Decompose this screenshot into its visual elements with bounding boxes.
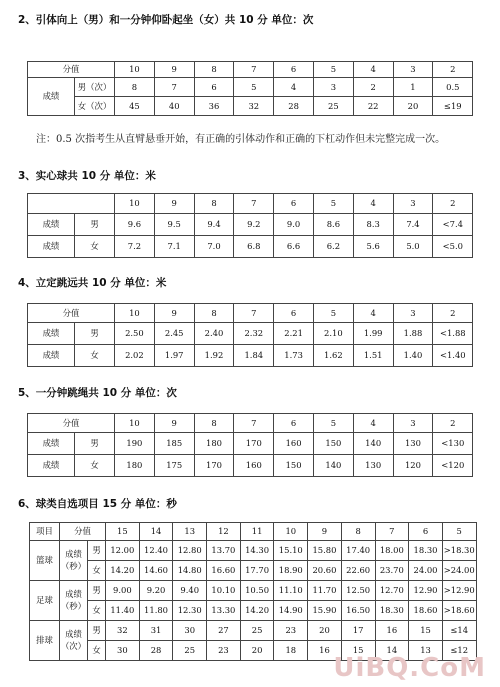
value-cell: 15.80 — [308, 541, 342, 561]
value-cell: 18.90 — [274, 561, 308, 581]
score-cell: 2 — [433, 304, 473, 323]
score-cell: 2 — [433, 414, 473, 433]
value-cell: 22.60 — [341, 561, 375, 581]
value-cell: 36 — [194, 97, 234, 116]
value-cell: 130 — [393, 433, 433, 455]
value-cell: 23 — [274, 621, 308, 641]
value-cell: <1.88 — [433, 323, 473, 345]
value-cell: 1.99 — [353, 323, 393, 345]
gender-label: 女 — [75, 345, 115, 367]
pullup-table — [27, 61, 473, 116]
value-cell: 1.92 — [194, 345, 234, 367]
value-cell: 32 — [234, 97, 274, 116]
table-row — [30, 541, 477, 561]
score-cell: 4 — [353, 62, 393, 78]
value-cell: 9.5 — [154, 214, 194, 236]
value-cell: 16 — [375, 621, 409, 641]
value-cell: ≤14 — [442, 621, 476, 641]
result-label: 成绩 — [28, 345, 75, 367]
table-row — [28, 433, 473, 455]
value-cell: 14.80 — [173, 561, 207, 581]
section-sports-title: 6、球类自选项目 15 分 单位：秒 — [18, 498, 177, 510]
score-cell: 3 — [393, 304, 433, 323]
score-label: 分值 — [28, 304, 115, 323]
value-cell: 40 — [154, 97, 194, 116]
value-cell: 14.20 — [240, 601, 274, 621]
value-cell: 2.10 — [313, 323, 353, 345]
section-rope-title: 5、一分钟跳绳共 10 分 单位：次 — [18, 387, 177, 399]
gender-label: 女 — [75, 236, 115, 258]
value-cell: 1.73 — [274, 345, 314, 367]
value-cell: 1.51 — [353, 345, 393, 367]
value-cell: 9.4 — [194, 214, 234, 236]
value-cell: 14.20 — [106, 561, 140, 581]
score-cell: 3 — [393, 194, 433, 214]
score-cell: 9 — [154, 194, 194, 214]
value-cell: >24.00 — [442, 561, 476, 581]
value-cell: 7.1 — [154, 236, 194, 258]
value-cell: 9.20 — [139, 581, 173, 601]
gender-label: 男 — [88, 581, 106, 601]
score-cell: 6 — [274, 414, 314, 433]
score-cell: 2 — [433, 194, 473, 214]
watermark-logo: UiBQ.CoM — [333, 653, 486, 683]
value-cell: 14.30 — [240, 541, 274, 561]
score-cell: 3 — [393, 414, 433, 433]
value-cell: 18.60 — [409, 601, 443, 621]
value-cell: 23.70 — [375, 561, 409, 581]
rope-table — [27, 413, 473, 477]
sport-name-basketball: 篮球 — [30, 541, 60, 581]
value-cell: 9.2 — [234, 214, 274, 236]
value-cell: 7.0 — [194, 236, 234, 258]
result-label: 成绩 — [28, 323, 75, 345]
value-cell: 16 — [308, 641, 342, 661]
score-cell: 6 — [274, 194, 314, 214]
value-cell: >18.60 — [442, 601, 476, 621]
value-cell: 17 — [341, 621, 375, 641]
score-label-empty — [28, 194, 115, 214]
value-cell: 180 — [194, 433, 234, 455]
score-cell: 6 — [409, 523, 443, 541]
result-label: 成绩 — [28, 78, 75, 116]
value-cell: 15 — [409, 621, 443, 641]
value-cell: 24.00 — [409, 561, 443, 581]
value-cell: <130 — [433, 433, 473, 455]
value-cell: 25 — [313, 97, 353, 116]
table-row — [28, 345, 473, 367]
value-cell: 9.0 — [274, 214, 314, 236]
value-cell: 15.90 — [308, 601, 342, 621]
value-cell: 5.0 — [393, 236, 433, 258]
value-cell: 18 — [274, 641, 308, 661]
gender-label: 男 — [75, 214, 115, 236]
value-cell: 170 — [194, 455, 234, 477]
jump-table — [27, 303, 473, 367]
value-cell: 2.21 — [274, 323, 314, 345]
sports-table — [29, 522, 477, 661]
value-cell: 18.00 — [375, 541, 409, 561]
value-cell: 2.32 — [234, 323, 274, 345]
value-cell: 12.50 — [341, 581, 375, 601]
value-cell: 2 — [353, 78, 393, 97]
value-cell: 45 — [115, 97, 155, 116]
value-cell: 11.80 — [139, 601, 173, 621]
table-row — [28, 97, 473, 116]
value-cell: 1.62 — [313, 345, 353, 367]
value-cell: 140 — [313, 455, 353, 477]
result-label: 成绩（次） — [60, 621, 88, 661]
gender-label: 男 — [88, 541, 106, 561]
sport-name-football: 足球 — [30, 581, 60, 621]
score-cell: 13 — [173, 523, 207, 541]
score-cell: 7 — [234, 62, 274, 78]
value-cell: 11.10 — [274, 581, 308, 601]
value-cell: 2.40 — [194, 323, 234, 345]
value-cell: 31 — [139, 621, 173, 641]
value-cell: 2.50 — [115, 323, 155, 345]
table-row — [28, 214, 473, 236]
score-cell: 5 — [313, 194, 353, 214]
gender-label: 女 — [88, 561, 106, 581]
value-cell: 12.00 — [106, 541, 140, 561]
gender-label: 女 — [75, 455, 115, 477]
score-cell: 11 — [240, 523, 274, 541]
gender-label: 男 — [75, 323, 115, 345]
table-row — [28, 323, 473, 345]
value-cell: ≤19 — [433, 97, 473, 116]
value-cell: 130 — [353, 455, 393, 477]
value-cell: 0.5 — [433, 78, 473, 97]
value-cell: 25 — [173, 641, 207, 661]
result-label: 成绩（秒） — [60, 581, 88, 621]
value-cell: 120 — [393, 455, 433, 477]
table-row — [30, 561, 477, 581]
result-label: 成绩 — [28, 236, 75, 258]
score-cell: 4 — [353, 304, 393, 323]
score-cell: 7 — [234, 194, 274, 214]
value-cell: 2.45 — [154, 323, 194, 345]
result-label: 成绩 — [28, 455, 75, 477]
score-cell: 8 — [194, 304, 234, 323]
result-label: 成绩 — [28, 433, 75, 455]
value-cell: 11.70 — [308, 581, 342, 601]
value-cell: 20 — [240, 641, 274, 661]
value-cell: 12.40 — [139, 541, 173, 561]
sport-name-volleyball: 排球 — [30, 621, 60, 661]
value-cell: >18.30 — [442, 541, 476, 561]
value-cell: 160 — [234, 455, 274, 477]
table-row — [30, 621, 477, 641]
value-cell: 18.30 — [409, 541, 443, 561]
score-cell: 10 — [274, 523, 308, 541]
value-cell: 28 — [139, 641, 173, 661]
value-cell: 10.50 — [240, 581, 274, 601]
value-cell: 1 — [393, 78, 433, 97]
score-cell: 7 — [234, 414, 274, 433]
value-cell: 170 — [234, 433, 274, 455]
value-cell: 6.6 — [274, 236, 314, 258]
table-row — [28, 236, 473, 258]
gender-label: 女（次） — [75, 97, 115, 116]
value-cell: 32 — [106, 621, 140, 641]
score-cell: 15 — [106, 523, 140, 541]
value-cell: 5 — [234, 78, 274, 97]
value-cell: 20.60 — [308, 561, 342, 581]
ball-table — [27, 193, 473, 258]
score-cell: 10 — [115, 62, 155, 78]
score-cell: 5 — [442, 523, 476, 541]
value-cell: 7.4 — [393, 214, 433, 236]
result-label: 成绩 — [28, 214, 75, 236]
value-cell: 14.60 — [139, 561, 173, 581]
score-cell: 6 — [274, 62, 314, 78]
value-cell: 25 — [240, 621, 274, 641]
value-cell: 150 — [313, 433, 353, 455]
value-cell: 12.70 — [375, 581, 409, 601]
value-cell: 16.60 — [207, 561, 241, 581]
table-row — [28, 194, 473, 214]
score-cell: 5 — [313, 414, 353, 433]
score-cell: 8 — [194, 194, 234, 214]
value-cell: 10.10 — [207, 581, 241, 601]
value-cell: 140 — [353, 433, 393, 455]
score-cell: 9 — [308, 523, 342, 541]
table-row — [28, 62, 473, 78]
value-cell: 12.90 — [409, 581, 443, 601]
section-ball-title: 3、实心球共 10 分 单位：米 — [18, 170, 156, 182]
value-cell: 9.40 — [173, 581, 207, 601]
score-label: 分值 — [60, 523, 106, 541]
value-cell: 1.97 — [154, 345, 194, 367]
value-cell: 185 — [154, 433, 194, 455]
score-cell: 4 — [353, 194, 393, 214]
score-cell: 14 — [139, 523, 173, 541]
value-cell: 190 — [115, 433, 155, 455]
value-cell: 17.70 — [240, 561, 274, 581]
value-cell: 160 — [274, 433, 314, 455]
value-cell: 20 — [393, 97, 433, 116]
score-cell: 8 — [194, 414, 234, 433]
value-cell: 14 — [375, 641, 409, 661]
value-cell: <7.4 — [433, 214, 473, 236]
value-cell: 6.2 — [313, 236, 353, 258]
score-label: 分值 — [28, 414, 115, 433]
score-cell: 2 — [433, 62, 473, 78]
score-cell: 9 — [154, 304, 194, 323]
pullup-note: 注：0.5 次指考生从直臂悬垂开始，有正确的引体动作和正确的下杠动作但未完整完成一次。 — [36, 134, 446, 145]
value-cell: 17.40 — [341, 541, 375, 561]
value-cell: 8.6 — [313, 214, 353, 236]
table-row — [28, 304, 473, 323]
score-label: 分值 — [28, 62, 115, 78]
result-label: 成绩（秒） — [60, 541, 88, 581]
value-cell: 13.30 — [207, 601, 241, 621]
value-cell: 4 — [274, 78, 314, 97]
value-cell: 20 — [308, 621, 342, 641]
value-cell: 9.00 — [106, 581, 140, 601]
score-cell: 3 — [393, 62, 433, 78]
value-cell: 2.02 — [115, 345, 155, 367]
value-cell: 14.90 — [274, 601, 308, 621]
score-cell: 5 — [313, 304, 353, 323]
table-row — [28, 78, 473, 97]
value-cell: >12.90 — [442, 581, 476, 601]
value-cell: 12.30 — [173, 601, 207, 621]
value-cell: <120 — [433, 455, 473, 477]
score-cell: 7 — [375, 523, 409, 541]
value-cell: 13.70 — [207, 541, 241, 561]
item-label: 项目 — [30, 523, 60, 541]
table-row — [30, 523, 477, 541]
score-cell: 8 — [194, 62, 234, 78]
value-cell: 180 — [115, 455, 155, 477]
value-cell: 6 — [194, 78, 234, 97]
value-cell: 8 — [115, 78, 155, 97]
value-cell: 28 — [274, 97, 314, 116]
score-cell: 9 — [154, 62, 194, 78]
section-pullup-title: 2、引体向上（男）和一分钟仰卧起坐（女）共 10 分 单位：次 — [18, 14, 314, 26]
value-cell: ≤12 — [442, 641, 476, 661]
value-cell: 7 — [154, 78, 194, 97]
table-row — [30, 601, 477, 621]
value-cell: <5.0 — [433, 236, 473, 258]
gender-label: 女 — [88, 601, 106, 621]
value-cell: 13 — [409, 641, 443, 661]
value-cell: 15.10 — [274, 541, 308, 561]
value-cell: 18.30 — [375, 601, 409, 621]
value-cell: 8.3 — [353, 214, 393, 236]
value-cell: 15 — [341, 641, 375, 661]
score-cell: 4 — [353, 414, 393, 433]
value-cell: 7.2 — [115, 236, 155, 258]
value-cell: 6.8 — [234, 236, 274, 258]
gender-label: 女 — [88, 641, 106, 661]
value-cell: 9.6 — [115, 214, 155, 236]
value-cell: 12.80 — [173, 541, 207, 561]
gender-label: 男 — [75, 433, 115, 455]
value-cell: 3 — [313, 78, 353, 97]
score-cell: 10 — [115, 414, 155, 433]
score-cell: 10 — [115, 194, 155, 214]
table-row — [30, 581, 477, 601]
score-cell: 10 — [115, 304, 155, 323]
value-cell: <1.40 — [433, 345, 473, 367]
section-jump-title: 4、立定跳远共 10 分 单位：米 — [18, 277, 167, 289]
table-row — [28, 414, 473, 433]
score-cell: 7 — [234, 304, 274, 323]
value-cell: 1.84 — [234, 345, 274, 367]
value-cell: 11.40 — [106, 601, 140, 621]
value-cell: 175 — [154, 455, 194, 477]
value-cell: 5.6 — [353, 236, 393, 258]
value-cell: 22 — [353, 97, 393, 116]
value-cell: 1.40 — [393, 345, 433, 367]
value-cell: 30 — [173, 621, 207, 641]
score-cell: 5 — [313, 62, 353, 78]
score-cell: 6 — [274, 304, 314, 323]
score-cell: 12 — [207, 523, 241, 541]
value-cell: 16.50 — [341, 601, 375, 621]
value-cell: 23 — [207, 641, 241, 661]
score-cell: 9 — [154, 414, 194, 433]
value-cell: 30 — [106, 641, 140, 661]
table-row — [28, 455, 473, 477]
value-cell: 150 — [274, 455, 314, 477]
value-cell: 27 — [207, 621, 241, 641]
gender-label: 男 — [88, 621, 106, 641]
value-cell: 1.88 — [393, 323, 433, 345]
gender-label: 男（次） — [75, 78, 115, 97]
score-cell: 8 — [341, 523, 375, 541]
